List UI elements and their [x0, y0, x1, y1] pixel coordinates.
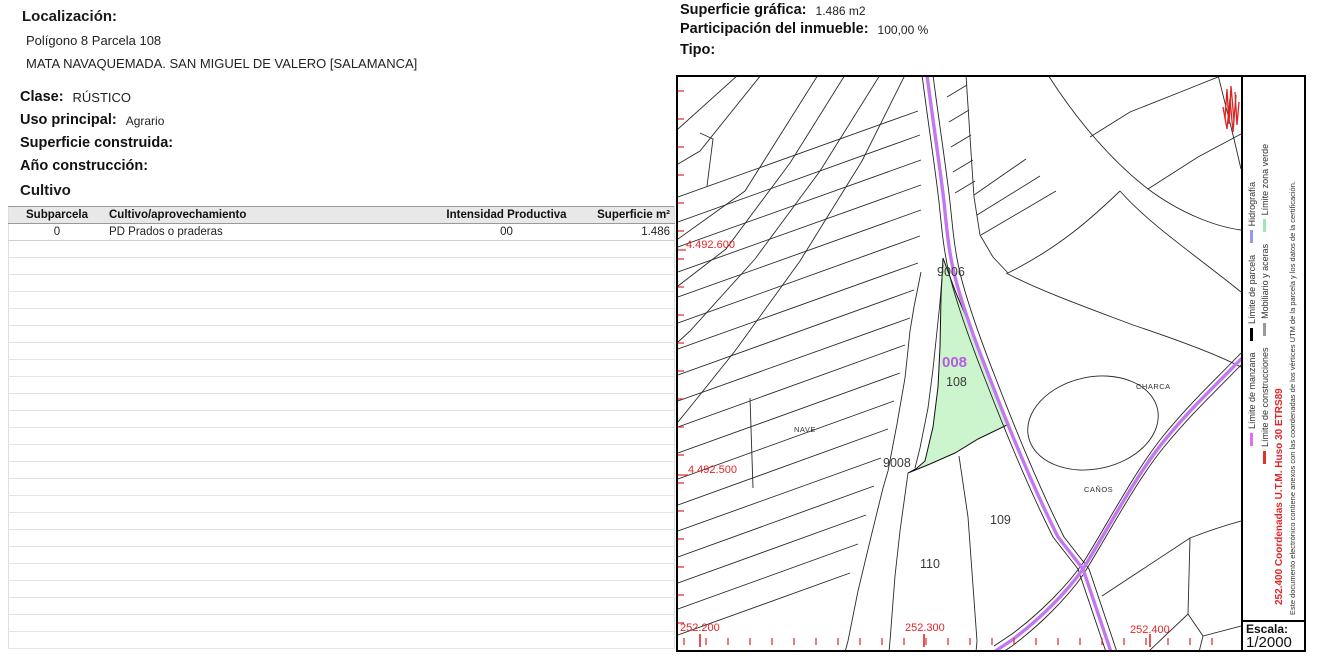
table-row-empty	[9, 360, 675, 377]
construction-marks	[1223, 86, 1239, 132]
left-coordinate-ticks	[678, 91, 684, 623]
empty-cell	[578, 564, 675, 581]
parcela-swatch-icon	[1250, 328, 1253, 341]
empty-cell	[9, 411, 106, 428]
empty-cell	[9, 360, 106, 377]
table-row-empty	[9, 479, 675, 496]
empty-cell	[578, 360, 675, 377]
empty-cell	[105, 445, 435, 462]
name-label-charca: CHARCA	[1136, 382, 1171, 391]
legend-mobiliario-aceras: Mobiliario y aceras	[1260, 243, 1270, 319]
ano-construccion-label: Año construcción:	[20, 158, 149, 174]
coord-label-bottom-2: 252.300	[905, 622, 945, 634]
legend-limite-construcciones: Límite de construcciones	[1260, 347, 1270, 447]
empty-cell	[105, 394, 435, 411]
field-superficie-construida	[20, 135, 182, 151]
cadastral-map	[676, 75, 1306, 652]
col-intensidad-productiva: Intensidad Productiva	[435, 207, 578, 224]
legend-utm-note: 252.400 Coordenadas U.T.M. Huso 30 ETRS89	[1274, 388, 1285, 605]
empty-cell	[9, 598, 106, 615]
empty-cell	[9, 326, 106, 343]
empty-cell	[105, 241, 435, 258]
cultivo-header-row	[9, 207, 675, 224]
table-row-empty	[9, 275, 675, 292]
clase-value: RÚSTICO	[72, 90, 132, 105]
empty-cell	[435, 564, 578, 581]
empty-cell	[578, 309, 675, 326]
participacion-label: Participación del inmueble:	[680, 21, 869, 37]
empty-cell	[105, 632, 435, 649]
empty-cell	[435, 598, 578, 615]
superficie-grafica-label: Superficie gráfica:	[680, 2, 807, 18]
cultivo-table	[8, 206, 675, 649]
legend-hidrografia: Hidrografía	[1247, 181, 1257, 227]
empty-cell	[435, 581, 578, 598]
field-tipo	[680, 42, 724, 58]
empty-cell	[9, 581, 106, 598]
empty-cell	[105, 326, 435, 343]
empty-cell	[578, 326, 675, 343]
parcel-label-108: 108	[946, 375, 967, 389]
coord-label-left-bottom: 4.492.500	[688, 464, 737, 476]
empty-cell	[578, 445, 675, 462]
localizacion-line2: MATA NAVAQUEMADA. SAN MIGUEL DE VALERO [SALAMANCA]	[26, 56, 418, 71]
parcel-label-9006: 9006	[937, 265, 965, 279]
map-legend	[1241, 77, 1304, 650]
clase-label: Clase:	[20, 89, 64, 105]
scale-box	[1243, 620, 1304, 650]
table-row-empty	[9, 343, 675, 360]
legend-limite-parcela: Límite de parcela	[1247, 254, 1257, 324]
empty-cell	[435, 258, 578, 275]
empty-cell	[578, 615, 675, 632]
empty-cell	[578, 581, 675, 598]
col-subparcela: Subparcela	[9, 207, 106, 224]
localizacion-title: Localización:	[22, 8, 118, 25]
empty-cell	[9, 428, 106, 445]
col-superficie-m2: Superficie m²	[578, 207, 675, 224]
col-cultivo-aprovechamiento: Cultivo/aprovechamiento	[105, 207, 435, 224]
empty-cell	[105, 598, 435, 615]
empty-cell	[105, 496, 435, 513]
legend-doc-note: Este documento electrónico contiene anexos con las coordenadas de los vértices UTM de la parcela y los datos de la certificación.	[1288, 181, 1297, 615]
table-row-empty	[9, 581, 675, 598]
empty-cell	[9, 377, 106, 394]
empty-cell	[105, 513, 435, 530]
empty-cell	[9, 530, 106, 547]
field-clase	[20, 89, 131, 105]
empty-cell	[435, 428, 578, 445]
empty-cell	[435, 496, 578, 513]
empty-cell	[105, 530, 435, 547]
empty-cell	[9, 632, 106, 649]
name-label-canos: CAÑOS	[1084, 485, 1114, 494]
empty-cell	[9, 445, 106, 462]
scale-label: Escala:	[1246, 622, 1289, 636]
empty-cell	[435, 513, 578, 530]
empty-cell	[435, 530, 578, 547]
table-row-empty	[9, 513, 675, 530]
empty-cell	[105, 377, 435, 394]
empty-cell	[105, 360, 435, 377]
empty-cell	[9, 241, 106, 258]
empty-cell	[435, 394, 578, 411]
empty-cell	[578, 462, 675, 479]
table-row-empty	[9, 394, 675, 411]
empty-cell	[105, 292, 435, 309]
empty-cell	[9, 615, 106, 632]
empty-cell	[9, 547, 106, 564]
participacion-value: 100,00 %	[877, 23, 929, 37]
table-row-empty	[9, 241, 675, 258]
hidrografia-swatch-icon	[1250, 230, 1253, 243]
table-row-empty	[9, 547, 675, 564]
empty-cell	[9, 258, 106, 275]
legend-limite-zona-verde: Límite zona verde	[1260, 143, 1270, 216]
empty-cell	[105, 479, 435, 496]
empty-cell	[435, 360, 578, 377]
empty-cell	[435, 445, 578, 462]
zona-verde-swatch-icon	[1263, 219, 1266, 232]
empty-cell	[578, 530, 675, 547]
table-row-empty	[9, 258, 675, 275]
uso-principal-value: Agrario	[125, 114, 165, 128]
empty-cell	[578, 428, 675, 445]
empty-cell	[105, 581, 435, 598]
empty-cell	[105, 411, 435, 428]
parcel-label-109: 109	[990, 513, 1011, 527]
empty-cell	[578, 343, 675, 360]
map-canvas	[678, 77, 1241, 650]
scale-value: 1/2000	[1246, 634, 1292, 650]
legend-row-2	[1260, 144, 1270, 473]
empty-cell	[435, 462, 578, 479]
empty-cell	[435, 326, 578, 343]
coord-label-bottom-3: 252.400	[1130, 624, 1170, 636]
empty-cell	[9, 462, 106, 479]
table-row-empty	[9, 462, 675, 479]
cell-intensidad: 00	[435, 224, 578, 241]
empty-cell	[435, 275, 578, 292]
table-row-empty	[9, 377, 675, 394]
table-row-empty	[9, 309, 675, 326]
empty-cell	[105, 564, 435, 581]
empty-cell	[578, 411, 675, 428]
table-row-empty	[9, 496, 675, 513]
empty-cell	[435, 615, 578, 632]
empty-cell	[9, 564, 106, 581]
coord-label-left-top: 4.492.600	[686, 239, 735, 251]
cell-cultivo: PD Prados o praderas	[105, 224, 435, 241]
legend-row-1	[1247, 182, 1257, 455]
legend-limite-manzana: Límite de manzana	[1247, 352, 1257, 429]
table-row-empty	[9, 615, 675, 632]
empty-cell	[435, 547, 578, 564]
empty-cell	[435, 343, 578, 360]
empty-cell	[435, 411, 578, 428]
uso-principal-label: Uso principal:	[20, 112, 117, 128]
empty-cell	[578, 547, 675, 564]
empty-cell	[9, 343, 106, 360]
empty-cell	[435, 479, 578, 496]
empty-cell	[105, 462, 435, 479]
tipo-label: Tipo:	[680, 42, 716, 58]
name-label-nave: NAVE	[794, 425, 816, 434]
empty-cell	[435, 309, 578, 326]
cell-superficie: 1.486	[578, 224, 675, 241]
empty-cell	[435, 632, 578, 649]
empty-cell	[578, 632, 675, 649]
empty-cell	[578, 275, 675, 292]
empty-cell	[578, 598, 675, 615]
empty-cell	[105, 547, 435, 564]
empty-cell	[9, 394, 106, 411]
empty-cell	[105, 343, 435, 360]
empty-cell	[435, 241, 578, 258]
localizacion-line1: Polígono 8 Parcela 108	[26, 33, 162, 48]
parcel-label-110: 110	[920, 557, 940, 571]
table-row-empty	[9, 598, 675, 615]
parcel-label-9008: 9008	[883, 456, 911, 470]
empty-cell	[578, 292, 675, 309]
field-superficie-grafica	[680, 2, 866, 18]
field-participacion	[680, 21, 928, 37]
empty-cell	[578, 377, 675, 394]
cultivo-title: Cultivo	[20, 182, 71, 199]
empty-cell	[9, 275, 106, 292]
superficie-construida-label: Superficie construida:	[20, 135, 174, 151]
empty-cell	[105, 428, 435, 445]
mobiliario-swatch-icon	[1263, 323, 1266, 336]
empty-cell	[105, 275, 435, 292]
empty-cell	[578, 496, 675, 513]
empty-cell	[9, 496, 106, 513]
empty-cell	[9, 479, 106, 496]
table-row-empty	[9, 564, 675, 581]
table-row-empty	[9, 632, 675, 649]
table-row-empty	[9, 530, 675, 547]
empty-cell	[578, 394, 675, 411]
cell-subparcela: 0	[9, 224, 106, 241]
empty-cell	[578, 479, 675, 496]
empty-cell	[9, 292, 106, 309]
empty-cell	[578, 258, 675, 275]
empty-cell	[9, 513, 106, 530]
table-row-empty	[9, 326, 675, 343]
table-row-empty	[9, 428, 675, 445]
empty-cell	[105, 258, 435, 275]
manzana-swatch-icon	[1250, 433, 1253, 446]
empty-cell	[105, 309, 435, 326]
table-row-empty	[9, 411, 675, 428]
empty-cell	[435, 377, 578, 394]
parcel-label-008: 008	[942, 354, 968, 371]
empty-cell	[435, 292, 578, 309]
empty-cell	[9, 309, 106, 326]
field-ano-construccion	[20, 158, 157, 174]
superficie-grafica-value: 1.486 m2	[815, 4, 866, 18]
field-uso-principal	[20, 112, 164, 128]
table-row-empty	[9, 445, 675, 462]
coord-label-bottom-1: 252.200	[680, 622, 720, 634]
empty-cell	[578, 241, 675, 258]
empty-cell	[578, 513, 675, 530]
construcciones-swatch-icon	[1263, 451, 1266, 464]
table-row-empty	[9, 292, 675, 309]
table-row	[9, 224, 675, 241]
empty-cell	[105, 615, 435, 632]
